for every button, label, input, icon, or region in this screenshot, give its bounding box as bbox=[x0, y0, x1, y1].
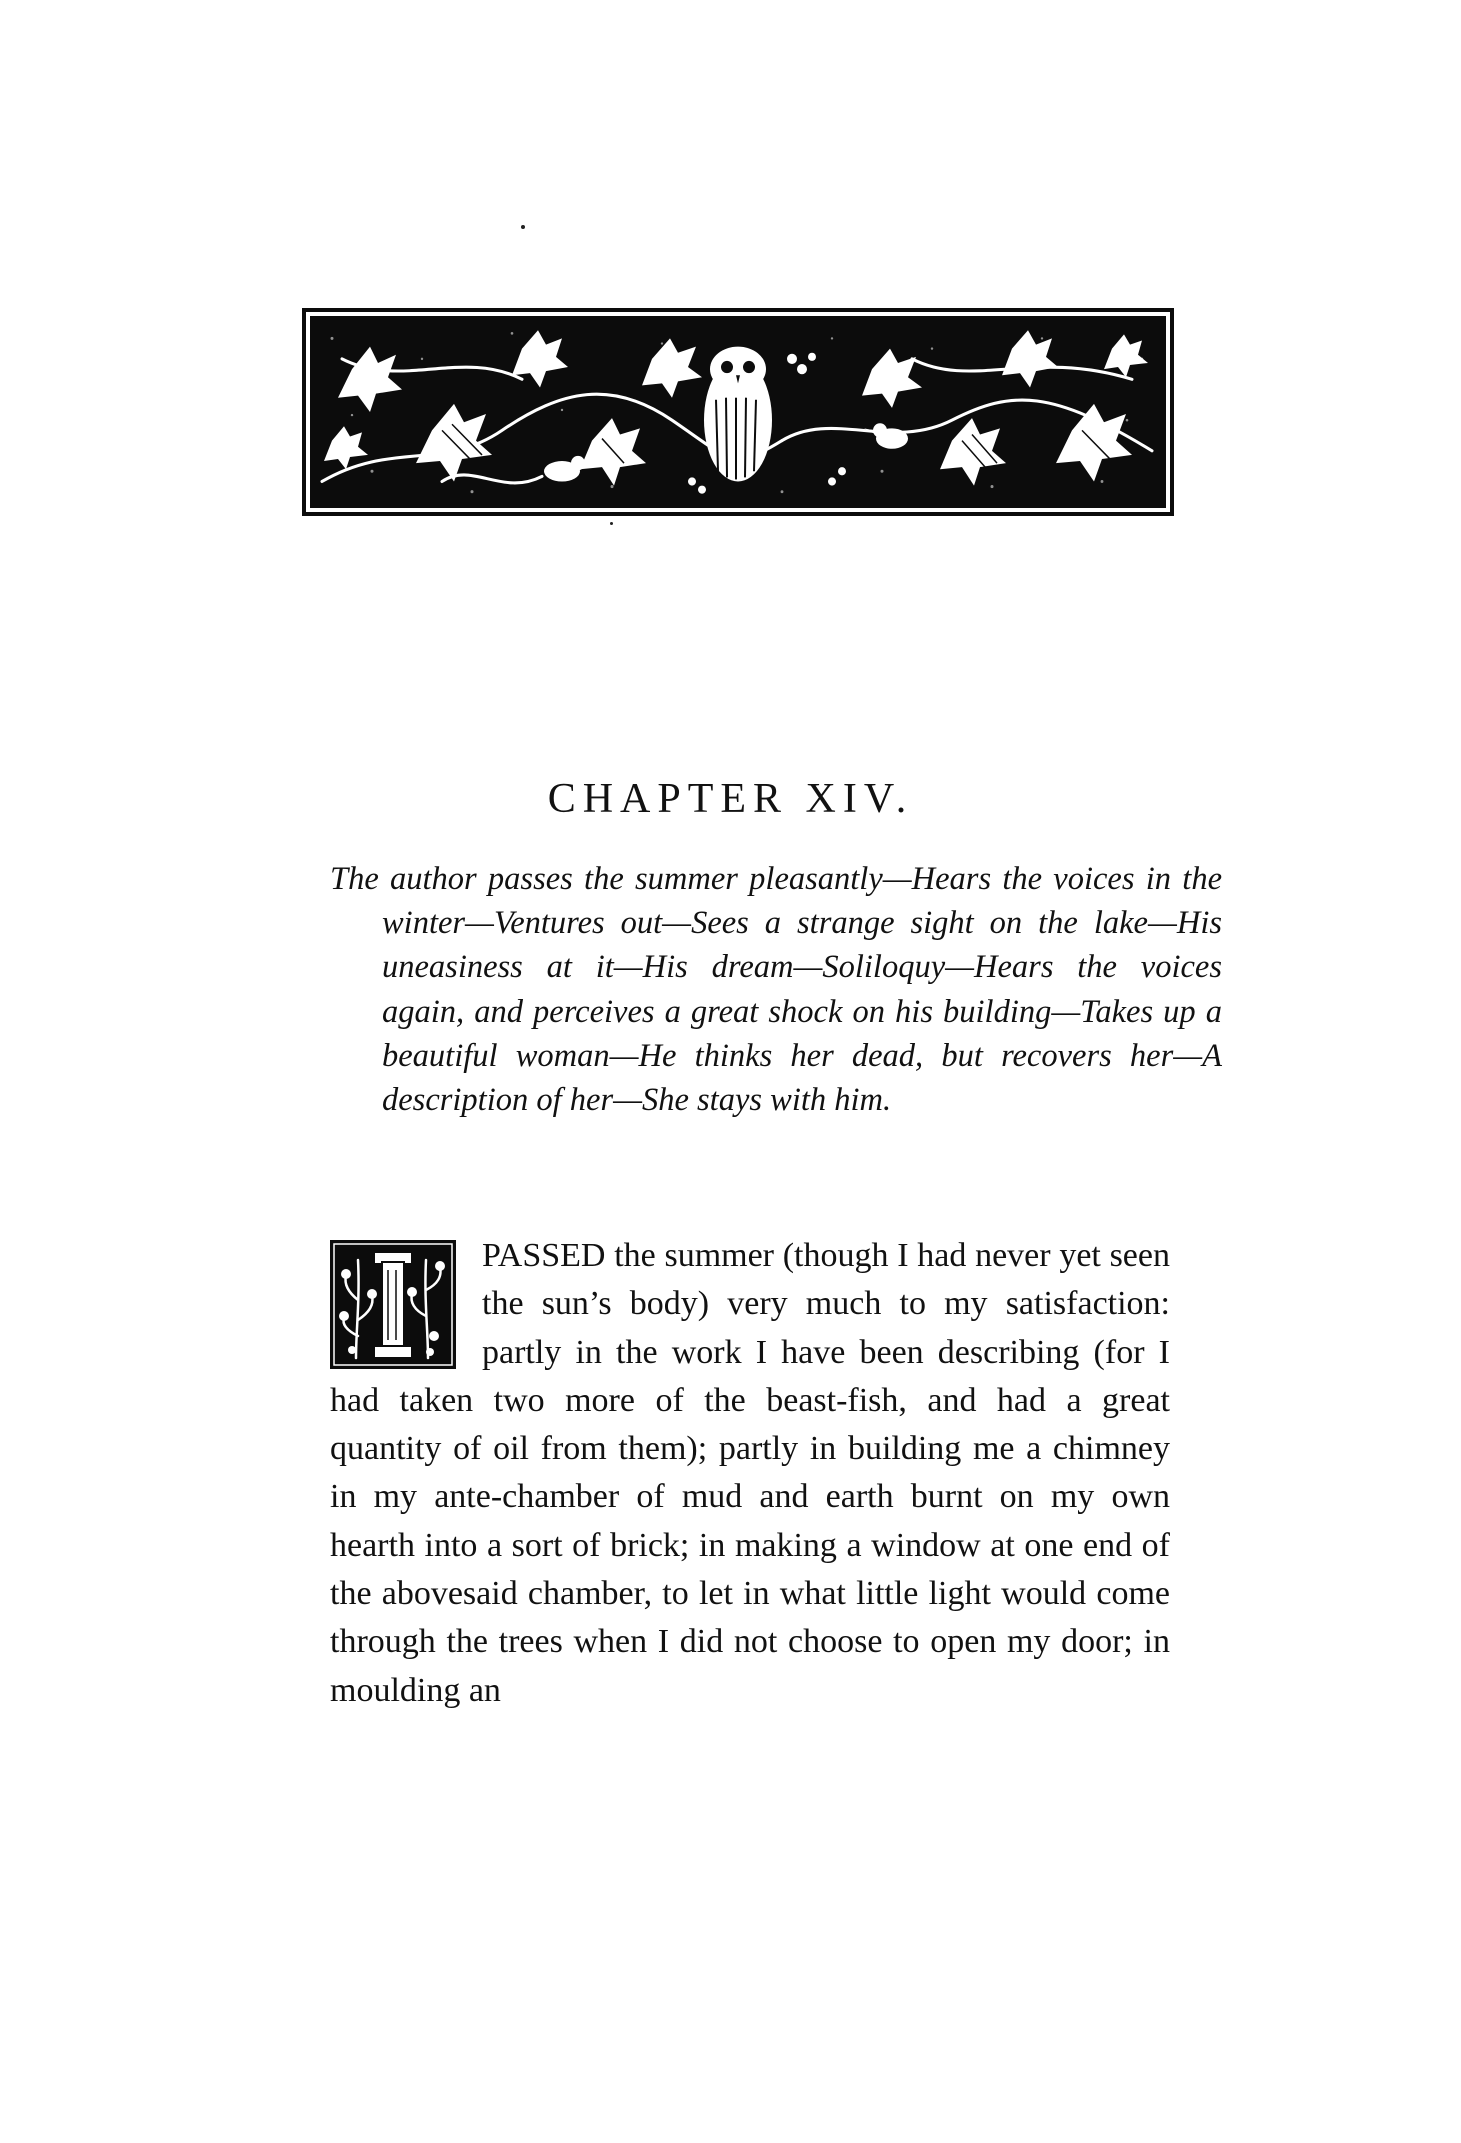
body-text: PASSED the summer (though I had never yet seen the sun’s body) very much to my satisfaction: partly in the work I have been describing (for I had taken two more of the beast-fish, and had a great quantity of oil from them); partly in building me a chimney in my ante-chamber of mud and earth burnt on my own hearth into a sort of brick; in making a window at one end of the abovesaid chamber, to let in what little light would come through the trees when I did not choose to open my door; in moulding an bbox=[330, 1237, 1170, 1709]
stray-ink-dot bbox=[521, 225, 525, 229]
headpiece-ornament bbox=[302, 308, 1174, 516]
body-paragraph bbox=[330, 1232, 1170, 1715]
ornament-panel bbox=[310, 316, 1166, 508]
drop-cap-initial bbox=[330, 1240, 456, 1369]
chapter-heading: CHAPTER XIV. bbox=[547, 776, 914, 822]
ivy-owl-ornament-icon bbox=[312, 318, 1164, 506]
chapter-synopsis: The author passes the summer pleasantly—Hears the voices in the winter—Ventures out—Sees a strange sight on the lake—His uneasiness at it—His dream—Soliloquy—Hears the voices again, and perceives a great shock on his building—Takes up a beautiful woman—He thinks her dead, but recovers her—A description of her—She stays with him. bbox=[330, 861, 1222, 1119]
stray-ink-dot bbox=[610, 522, 613, 525]
decorated-initial-i-icon bbox=[330, 1240, 456, 1369]
